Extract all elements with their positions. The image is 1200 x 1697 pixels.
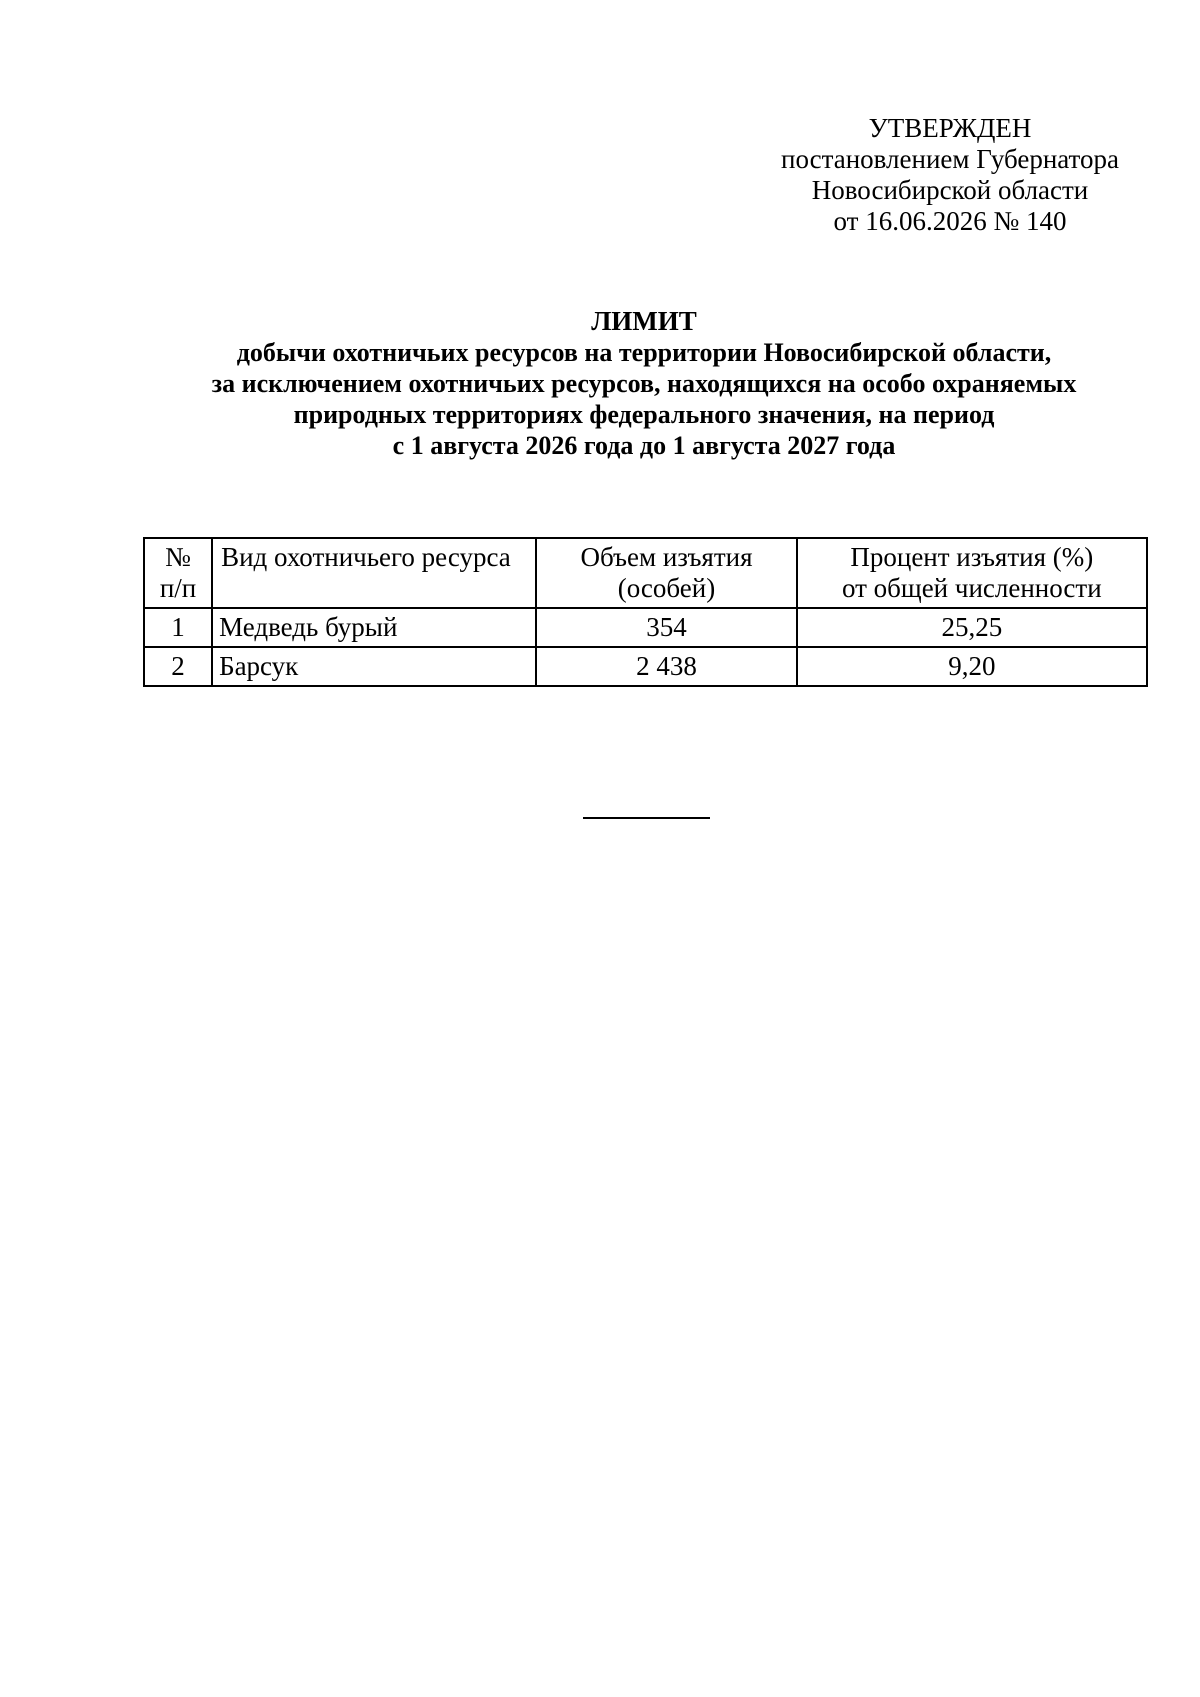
approval-stamp xyxy=(755,113,1145,237)
table-row xyxy=(144,608,1147,647)
end-of-document-line xyxy=(583,817,710,819)
row-number: 2 xyxy=(144,647,212,686)
harvest-volume: 354 xyxy=(536,608,796,647)
approval-title: УТВЕРЖДЕН xyxy=(868,113,1032,143)
header-number: № п/п xyxy=(144,538,212,608)
resource-name: Медведь бурый xyxy=(212,608,536,647)
title-line-3: природных территориях федерального значения, на период xyxy=(293,400,995,429)
document-heading: ЛИМИТ xyxy=(591,306,697,336)
row-number: 1 xyxy=(144,608,212,647)
approval-date-number: от 16.06.2026 № 140 xyxy=(833,206,1067,236)
harvest-percent: 9,20 xyxy=(797,647,1147,686)
table-row xyxy=(144,647,1147,686)
approval-region: Новосибирской области xyxy=(811,175,1089,205)
document-title xyxy=(130,306,1158,461)
header-resource-type: Вид охотничьего ресурса xyxy=(212,538,536,608)
harvest-volume: 2 438 xyxy=(536,647,796,686)
header-volume: Объем изъятия (особей) xyxy=(536,538,796,608)
limits-table xyxy=(143,537,1148,687)
resource-name: Барсук xyxy=(212,647,536,686)
title-line-2: за исключением охотничьих ресурсов, находящихся на особо охраняемых xyxy=(211,369,1077,398)
header-percent: Процент изъятия (%) от общей численности xyxy=(797,538,1147,608)
title-line-4: с 1 августа 2026 года до 1 августа 2027 года xyxy=(392,431,896,460)
approval-decree: постановлением Губернатора xyxy=(781,144,1119,174)
table-header-row xyxy=(144,538,1147,608)
harvest-percent: 25,25 xyxy=(797,608,1147,647)
title-line-1: добычи охотничьих ресурсов на территории Новосибирской области, xyxy=(236,338,1052,367)
